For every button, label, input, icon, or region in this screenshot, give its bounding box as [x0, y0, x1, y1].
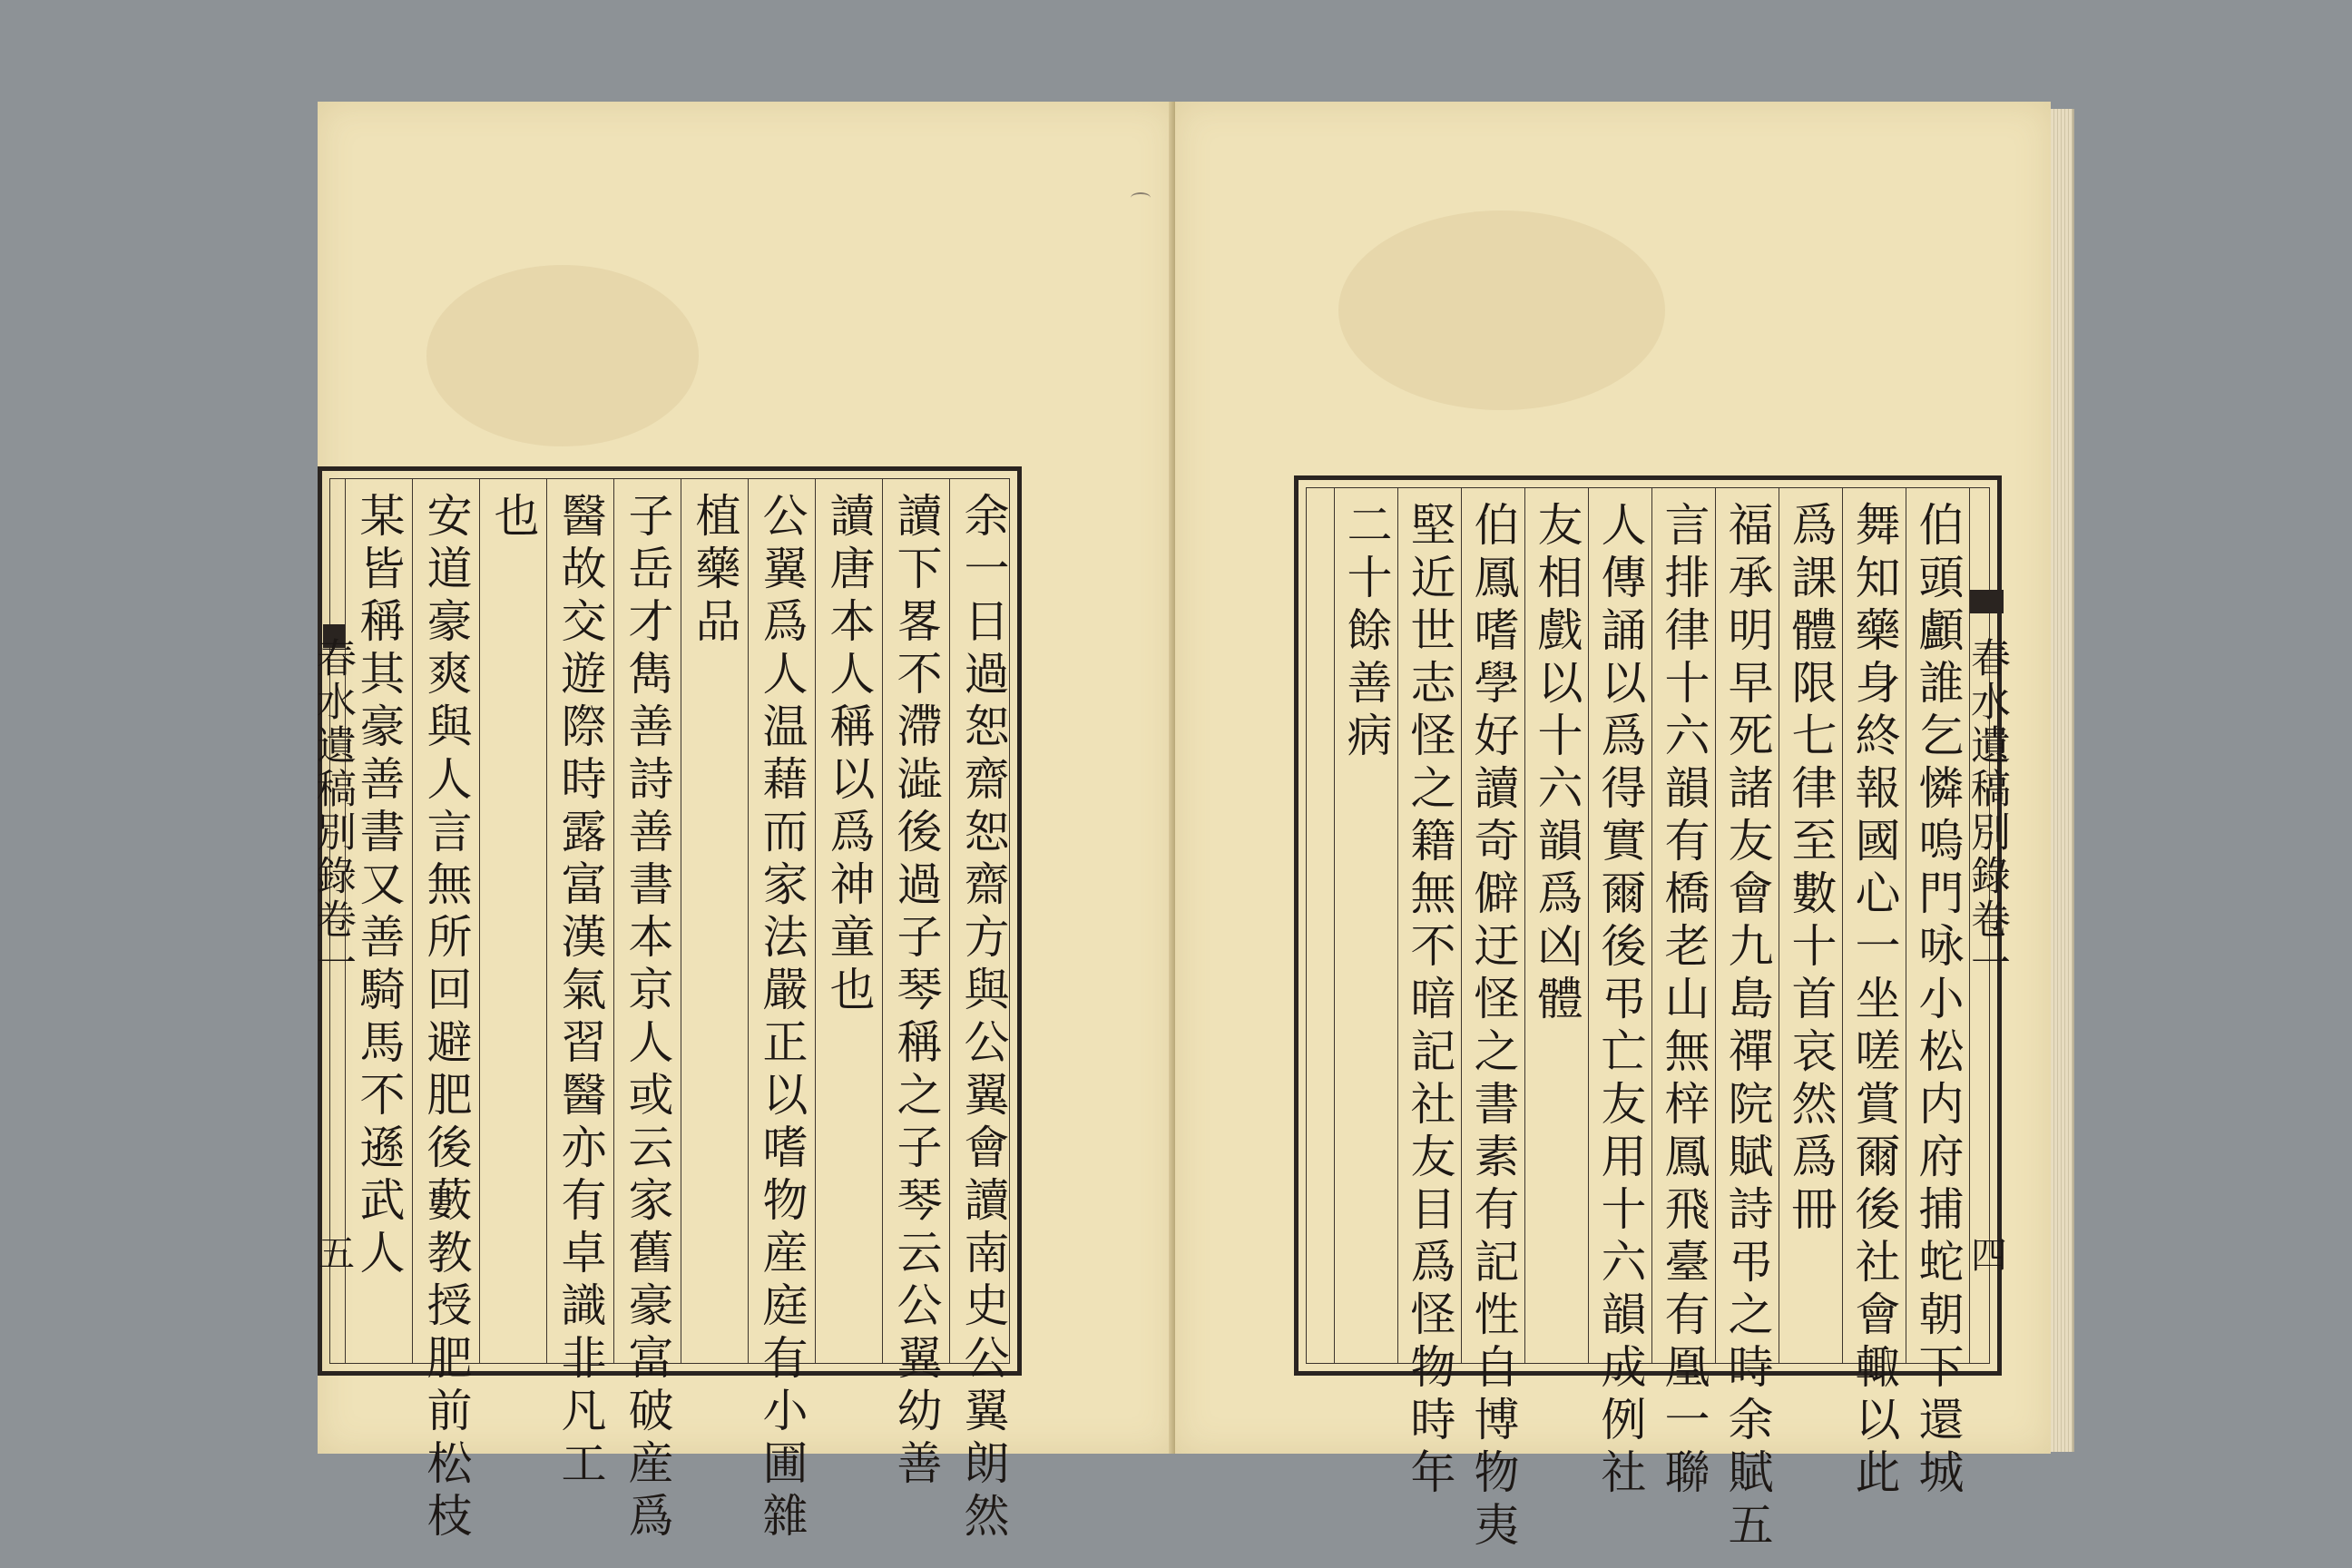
- right-text-frame: [1306, 487, 1990, 1553]
- fishtail-mark: [1970, 590, 2004, 613]
- right-column-6: [1588, 488, 1651, 1501]
- left-text-frame: [329, 478, 1010, 1544]
- left-column-3-text: 讀唐本人稱以爲神童也: [822, 492, 876, 1018]
- left-margin-title: [309, 637, 356, 1218]
- right-margin-title-text: 春水遺稿別錄卷一: [1964, 637, 2010, 985]
- paper-stain: [426, 265, 699, 446]
- left-column-2-text: 讀下畧不滯澁後過子琴稱之子琴云公翼幼善: [889, 492, 943, 1492]
- right-column-3-text: 爲課體限七律至數十首哀然爲冊: [1784, 501, 1838, 1238]
- left-column-7-text: 醫故交遊際時露富漢氣習醫亦有卓識非凡工: [554, 492, 607, 1492]
- left-column-5-text: 植藥品: [688, 492, 741, 650]
- right-column-8-text: 伯鳳嗜學好讀奇僻迂怪之書素有記性自博物夷: [1466, 501, 1520, 1553]
- left-column-9-text: 安道豪爽與人言無所回避肥後藪教授肥前松枝: [419, 492, 473, 1544]
- open-book: [309, 102, 2078, 1553]
- right-folio-text: 四: [1965, 1236, 2007, 1276]
- binding-thread: [1131, 192, 1151, 203]
- right-column-5: [1651, 488, 1715, 1501]
- paper-stain: [1338, 211, 1665, 410]
- right-folio: [1966, 1236, 2006, 1281]
- page-edges: [2051, 109, 2074, 1452]
- left-column-7: [546, 479, 613, 1492]
- right-column-7-text: 友相戲以十六韻爲凶體: [1530, 501, 1583, 1027]
- left-folio-text: 五: [312, 1234, 355, 1274]
- right-column-4-text: 福承明早死諸友會九島禪院賦詩弔之時余賦五: [1720, 501, 1774, 1553]
- left-column-1: [949, 479, 1016, 1544]
- right-column-9: [1397, 488, 1461, 1501]
- right-column-10: [1334, 488, 1397, 1363]
- left-column-10-text: 某皆稱其豪善書又善騎馬不遜武人: [352, 492, 406, 1281]
- left-column-5: [681, 479, 748, 1363]
- left-column-8: [479, 479, 546, 1363]
- right-column-3: [1779, 488, 1842, 1363]
- left-column-9: [412, 479, 479, 1544]
- left-column-8-text: 也: [486, 492, 540, 544]
- left-text-block: [318, 466, 1022, 1544]
- right-column-6-text: 人傳誦以爲得實爾後弔亡友用十六韻成例社: [1593, 501, 1647, 1501]
- left-column-3: [815, 479, 882, 1363]
- left-page: [309, 102, 1176, 1544]
- right-column-9-text: 堅近世志怪之籍無不暗記社友目爲怪物時年: [1403, 501, 1456, 1501]
- left-column-1-text: 余一日過恕齋恕齋方與公翼會讀南史公翼朗然: [956, 492, 1010, 1544]
- left-column-6: [613, 479, 681, 1544]
- right-column-10-text: 二十餘善病: [1339, 501, 1393, 764]
- right-margin-title: [1964, 637, 2010, 1218]
- left-column-6-text: 子岳才雋善詩善書本京人或云家舊豪富破産爲: [621, 492, 674, 1544]
- right-column-2-text: 舞知藥身終報國心一坐嗟賞爾後社會輙以此: [1847, 501, 1901, 1501]
- left-column-4: [748, 479, 815, 1544]
- right-column-7: [1524, 488, 1588, 1363]
- right-page: [1175, 102, 2051, 1553]
- right-text-block: [1294, 475, 2002, 1553]
- right-column-2: [1842, 488, 1906, 1501]
- right-column-8: [1461, 488, 1524, 1553]
- right-column-1-text: 伯頭顱誰乞憐嗚門咏小松内府捕蛇朝下還城: [1911, 501, 1965, 1501]
- right-column-5-text: 言排律十六韻有橋老山無梓鳳飛臺有凰一聯: [1657, 501, 1710, 1501]
- left-margin-title-text: 春水遺稿別錄卷一: [309, 637, 356, 985]
- left-column-4-text: 公翼爲人温藉而家法嚴正以嗜物産庭有小圃雜: [755, 492, 808, 1544]
- left-column-2: [882, 479, 949, 1492]
- right-column-4: [1715, 488, 1779, 1553]
- left-folio: [314, 1234, 354, 1279]
